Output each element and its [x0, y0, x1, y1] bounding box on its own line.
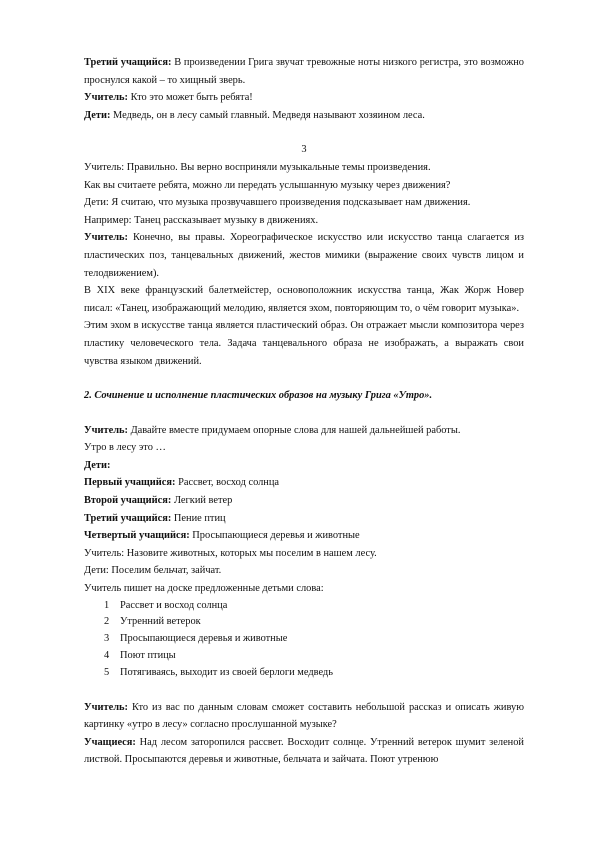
list-item-text: Просыпающиеся деревья и животные: [120, 633, 288, 645]
paragraph-text: Кто из вас по данным словам сможет составить небольшой рассказ и описать живую картинку «утро в лесу» согласно прослушанной музыке?: [84, 701, 524, 731]
speaker-label: Учащиеся:: [84, 736, 136, 748]
paragraph-text: Пение птиц: [171, 512, 226, 524]
list-number: 2: [104, 616, 110, 628]
paragraph: [84, 527, 524, 545]
paragraph-text: Просыпающиеся деревья и животные: [189, 530, 360, 542]
paragraph: [84, 229, 524, 282]
list-item: [104, 648, 524, 665]
paragraph-text: Давайте вместе придумаем опорные слова для нашей дальнейшей работы.: [127, 424, 461, 436]
list-number: 5: [104, 666, 110, 678]
speaker-label: Первый учащийся:: [84, 477, 176, 489]
list-item-text: Рассвет и восход солнца: [120, 599, 228, 611]
document-body: [84, 54, 524, 769]
section-heading: 2. Сочинение и исполнение пластических образов на музыку Грига «Утро».: [84, 390, 433, 402]
spacer: [84, 124, 524, 141]
paragraph: [84, 422, 524, 440]
paragraph-text: Медведь, он в лесу самый главный. Медведя называют хозяином леса.: [110, 109, 425, 121]
page-number: 3: [301, 144, 307, 156]
spacer: [84, 370, 524, 387]
paragraph: Например: Танец рассказывает музыку в движениях.: [84, 214, 319, 226]
paragraph-text: Легкий ветер: [171, 495, 233, 507]
speaker-label: Учитель:: [84, 232, 128, 244]
list-item: [104, 631, 524, 648]
speaker-label: Второй учащийся:: [84, 495, 172, 507]
spacer: [84, 682, 524, 699]
list-item: [104, 665, 524, 682]
list-item-text: Утренний ветерок: [120, 616, 201, 628]
paragraph: [84, 510, 524, 528]
paragraph: Учитель пишет на доске предложенные детьми слова:: [84, 583, 324, 595]
paragraph: [84, 492, 524, 510]
paragraph: [84, 457, 524, 475]
paragraph: [84, 474, 524, 492]
paragraph: Как вы считаете ребята, можно ли передать услышанную музыку через движения?: [84, 179, 451, 191]
paragraph: В XIX веке французский балетмейстер, основоположник искусства танца, Жак Жорж Новер писал: «Танец, изображающий мелодию, является эхом, повторяющим то, о чём говорит музыка».: [84, 285, 524, 314]
paragraph: Этим эхом в искусстве танца является пластический образ. Он отражает мысли композитора через пластику человеческого тела. Задача танцевального образа не изображать, а выражать свои чувства языком движений.: [84, 320, 524, 367]
list-item-text: Потягиваясь, выходит из своей берлоги медведь: [120, 666, 333, 678]
speaker-label: Учитель:: [84, 424, 128, 436]
paragraph-text: Рассвет, восход солнца: [175, 477, 280, 489]
list-number: 1: [104, 599, 110, 611]
paragraph: [84, 89, 524, 107]
word-list: [84, 598, 524, 682]
speaker-label: Четвертый учащийся:: [84, 530, 190, 542]
speaker-label: Учитель:: [84, 701, 128, 713]
paragraph-text: Над лесом заторопился рассвет. Восходит солнце. Утренний ветерок шумит зеленой листвой. Просыпаются деревья и животные, бельчата и зайчата. Поют утренюю: [84, 736, 524, 766]
paragraph: Утро в лесу это …: [84, 442, 166, 454]
paragraph: [84, 699, 524, 734]
list-item-text: Поют птицы: [120, 650, 176, 662]
paragraph: Учитель: Назовите животных, которых мы поселим в нашем лесу.: [84, 547, 377, 559]
speaker-label: Дети:: [84, 459, 111, 471]
paragraph-text: Кто это может быть ребята!: [127, 92, 253, 104]
spacer: [84, 405, 524, 422]
speaker-label: Третий учащийся:: [84, 57, 172, 68]
speaker-label: Дети:: [84, 109, 111, 121]
paragraph: [84, 734, 524, 769]
paragraph: [84, 54, 524, 89]
paragraph: [84, 107, 524, 125]
speaker-label: Третий учащийся:: [84, 512, 172, 524]
list-item: [104, 614, 524, 631]
speaker-label: Учитель:: [84, 92, 128, 104]
list-number: 3: [104, 633, 110, 645]
paragraph: Дети: Поселим бельчат, зайчат.: [84, 565, 222, 577]
paragraph-text: В произведении Грига звучат тревожные ноты низкого регистра, это возможно проснулся какой – то хищный зверь.: [84, 57, 525, 86]
paragraph: Дети: Я считаю, что музыка прозвучавшего произведения подсказывает нам движения.: [84, 197, 471, 209]
paragraph: Учитель: Правильно. Вы верно восприняли музыкальные темы произведения.: [84, 161, 431, 173]
paragraph-text: Конечно, вы правы. Хореографическое искусство или искусство танца слагается из пластических поз, танцевальных движений, жестов мимики (выражение своих чувств лицом и телодвижением).: [84, 232, 524, 279]
list-number: 4: [104, 650, 110, 662]
list-item: [104, 598, 524, 615]
